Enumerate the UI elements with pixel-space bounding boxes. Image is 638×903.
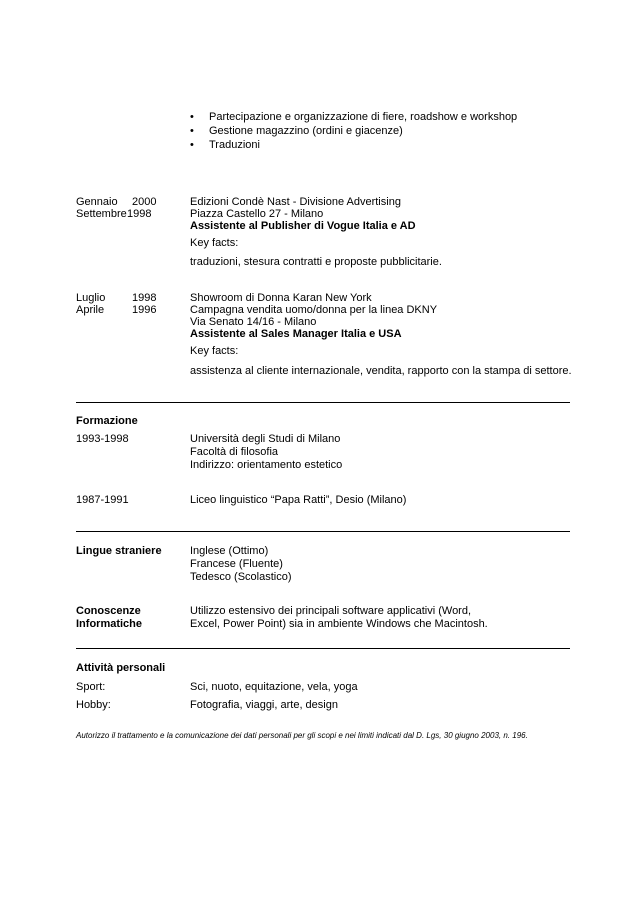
- education-line: Indirizzo: orientamento estetico: [190, 459, 343, 471]
- skills-line: Excel, Power Point) sia in ambiente Windows che Macintosh.: [190, 618, 488, 630]
- education-years: 1993-1998: [76, 433, 129, 445]
- activity-value: Fotografia, viaggi, arte, design: [190, 699, 338, 711]
- job-date-month-start: Settembre: [76, 208, 127, 220]
- job-date-year-start: 1998: [127, 208, 152, 220]
- job-date-year-end: 1998: [132, 292, 157, 304]
- activity-value: Sci, nuoto, equitazione, vela, yoga: [190, 681, 358, 693]
- language-line: Francese (Fluente): [190, 558, 283, 570]
- language-line: Inglese (Ottimo): [190, 545, 269, 557]
- job-date-month-start: Aprile: [76, 304, 105, 316]
- section-divider: [76, 402, 570, 403]
- job-address: Piazza Castello 27 - Milano: [190, 208, 324, 220]
- job-address: Via Senato 14/16 - Milano: [190, 316, 317, 328]
- job-key-facts-text: traduzioni, stesura contratti e proposte pubblicitarie.: [190, 256, 442, 268]
- list-item: • Traduzioni: [190, 139, 260, 151]
- education-line: Liceo linguistico “Papa Ratti”, Desio (Milano): [190, 494, 407, 506]
- privacy-consent-note: Autorizzo il trattamento e la comunicazione dei dati personali per gli scopi e nei limiti indicati dal D. Lgs, 30 giugno 2003, n. 196.: [76, 731, 528, 740]
- section-divider: [76, 531, 570, 532]
- bullet-text: Traduzioni: [209, 139, 260, 151]
- job-date-month-end: Luglio: [76, 292, 106, 304]
- job-company: Showroom di Donna Karan New York: [190, 292, 372, 304]
- list-item: • Partecipazione e organizzazione di fiere, roadshow e workshop: [190, 111, 518, 123]
- job-date-year-end: 2000: [132, 196, 157, 208]
- job-key-facts-label: Key facts:: [190, 345, 239, 357]
- section-heading-conoscenze: Conoscenze: [76, 605, 141, 617]
- job-campaign: Campagna vendita uomo/donna per la linea DKNY: [190, 304, 438, 316]
- job-role: Assistente al Sales Manager Italia e USA: [190, 328, 402, 340]
- list-item: • Gestione magazzino (ordini e giacenze): [190, 125, 403, 137]
- education-line: Facoltà di filosofia: [190, 446, 279, 458]
- language-line: Tedesco (Scolastico): [190, 571, 292, 583]
- section-heading-formazione: Formazione: [76, 415, 138, 427]
- job-key-facts-text: assistenza al cliente internazionale, vendita, rapporto con la stampa di settore.: [190, 365, 572, 377]
- section-heading-lingue: Lingue straniere: [76, 545, 162, 557]
- job-date-month-end: Gennaio: [76, 196, 118, 208]
- activity-label: Sport:: [76, 681, 106, 693]
- education-years: 1987-1991: [76, 494, 129, 506]
- top-bullet-list: [188, 110, 517, 152]
- section-heading-attivita: Attività personali: [76, 662, 166, 674]
- bullet-text: Partecipazione e organizzazione di fiere, roadshow e workshop: [209, 111, 518, 123]
- job-key-facts-label: Key facts:: [190, 237, 239, 249]
- job-role: Assistente al Publisher di Vogue Italia e AD: [190, 220, 416, 232]
- bullet-text: Gestione magazzino (ordini e giacenze): [209, 125, 403, 137]
- job-company: Edizioni Condè Nast - Divisione Advertising: [190, 196, 401, 208]
- section-heading-informatiche: Informatiche: [76, 618, 143, 630]
- job-date-year-start: 1996: [132, 304, 157, 316]
- skills-line: Utilizzo estensivo dei principali software applicativi (Word,: [190, 605, 472, 617]
- activity-label: Hobby:: [76, 699, 111, 711]
- education-line: Università degli Studi di Milano: [190, 433, 341, 445]
- section-divider: [76, 648, 570, 649]
